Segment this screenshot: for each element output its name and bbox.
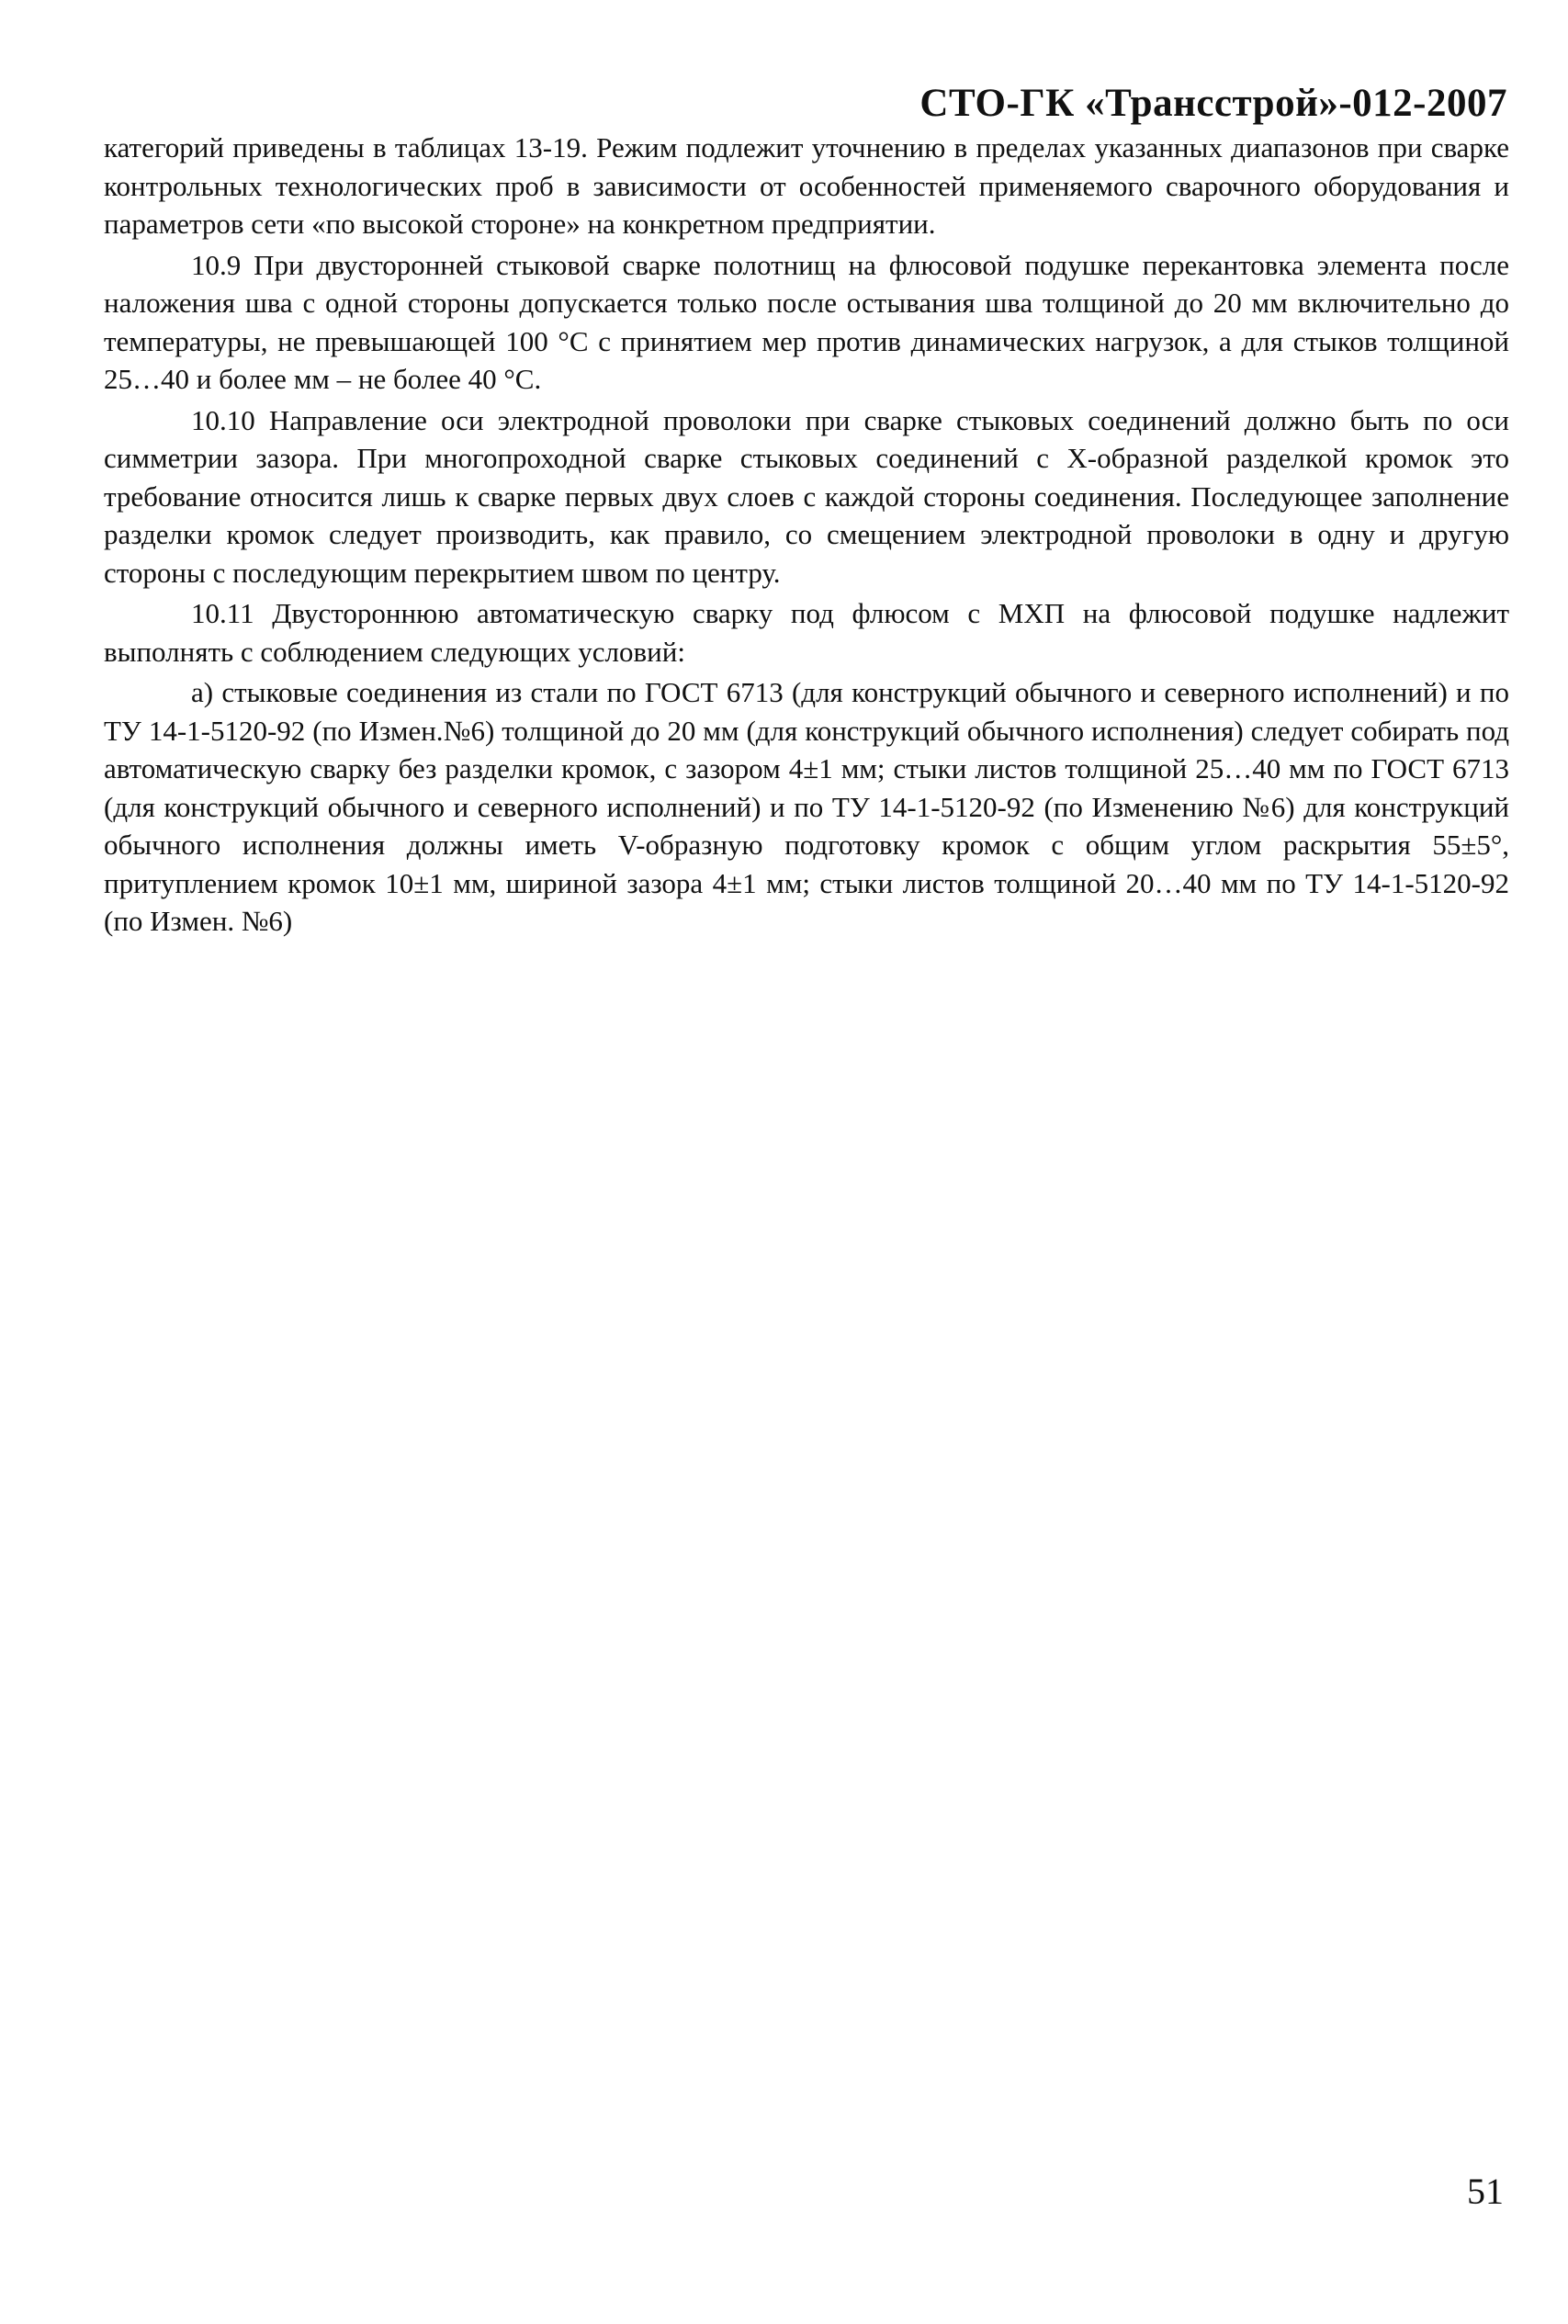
paragraph-10-11: 10.11 Двустороннюю автоматическую сварку под флюсом с МХП на флюсовой подушке надлежит выполнять с соблюдением следующих условий: bbox=[104, 597, 1509, 668]
document-code-header: СТО-ГК «Трансстрой»-012-2007 bbox=[919, 82, 1507, 125]
paragraph-10-9: 10.9 При двусторонней стыковой сварке полотнищ на флюсовой подушке перекантовка элемента после наложения шва с одной стороны допускается только после остывания шва толщиной до 20 мм включительно до температуры, не превышающей 100 °С с принятием мер против динамических нагрузок, а для стыков толщиной 25…40 и более мм – не более 40 °С. bbox=[104, 248, 1509, 395]
page-number: 51 bbox=[1467, 2171, 1504, 2212]
paragraph-10-11-a: а) стыковые соединения из стали по ГОСТ 6713 (для конструкций обычного и северного исполнений) и по ТУ 14-1-5120-92 (по Измен.№6) толщиной до 20 мм (для конструкций обычного исполнения) следует собирать под автоматическую сварку без разделки кромок, с зазором 4±1 мм; стыки листов толщиной 25…40 мм по ГОСТ 6713 (для конструкций обычного и северного исполнений) и по ТУ 14-1-5120-92 (по Изменению №6) для конструкций обычного исполнения должны иметь V-образную подготовку кромок с общим углом раскрытия 55±5°, притуплением кромок 10±1 мм, шириной зазора 4±1 мм; стыки листов толщиной 20…40 мм по ТУ 14-1-5120-92 (по Измен. №6) bbox=[104, 676, 1509, 937]
paragraph-10-10: 10.10 Направление оси электродной проволоки при сварке стыковых соединений должно быть по оси симметрии зазора. При многопроходной сварке стыковых соединений с Х-образной разделкой кромок это требование относится лишь к сварке первых двух слоев с каждой стороны соединения. Последующее заполнение разделки кромок следует производить, как правило, со смещением электродной проволоки в одну и другую стороны с последующим перекрытием швом по центру. bbox=[104, 403, 1509, 589]
document-body bbox=[104, 129, 1509, 943]
paragraph-continuation: категорий приведены в таблицах 13-19. Режим подлежит уточнению в пределах указанных диапазонов при сварке контрольных технологических проб в зависимости от особенностей применяемого сварочного оборудования и параметров сети «по высокой стороне» на конкретном предприятии. bbox=[104, 131, 1509, 240]
